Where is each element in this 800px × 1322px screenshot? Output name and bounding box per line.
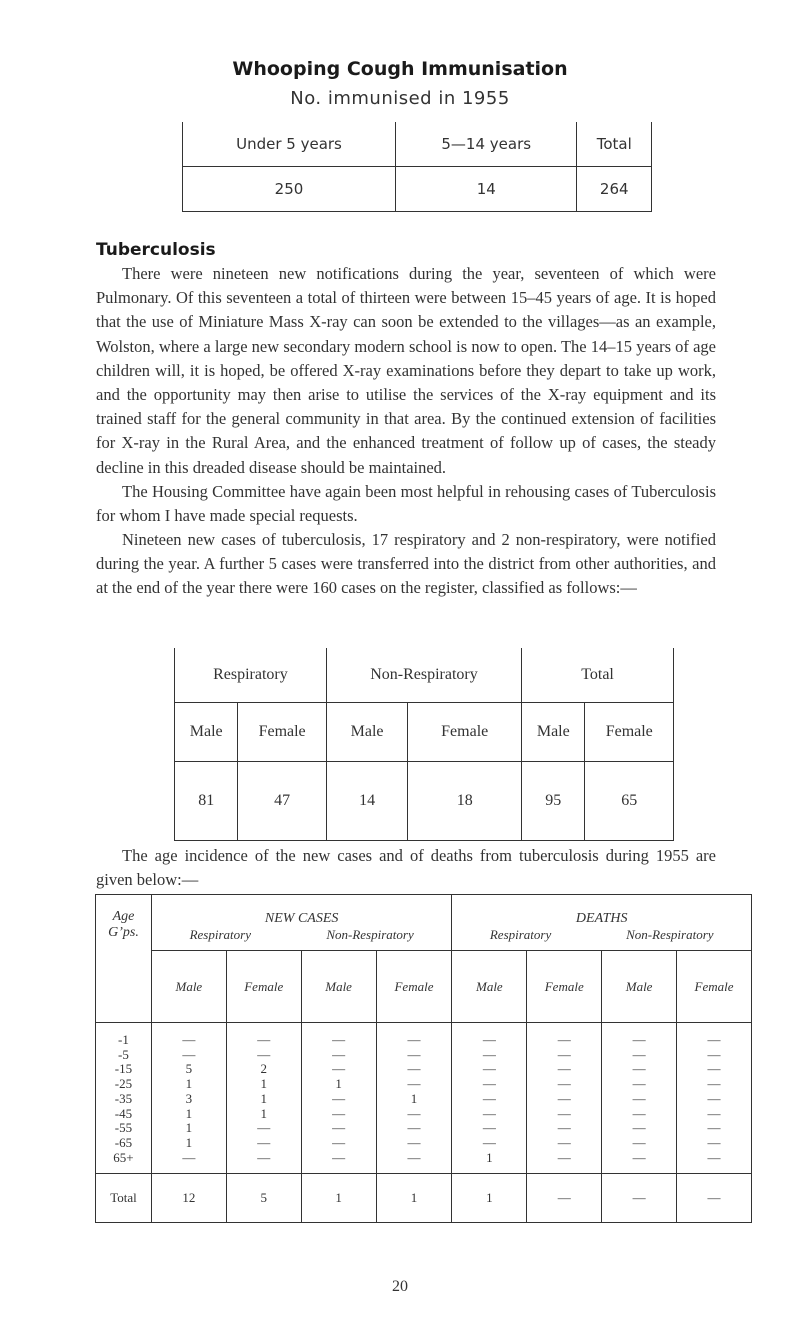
column-header: Male — [326, 703, 407, 762]
new-cases-subgroups — [152, 927, 452, 943]
deaths-subgroups — [452, 927, 751, 943]
subgroup-label: Respiratory — [489, 926, 552, 942]
deaths-label: DEATHS — [575, 910, 628, 926]
table-cell: 18 — [408, 762, 522, 841]
table-row — [183, 122, 652, 167]
total-label: Total — [96, 1174, 152, 1223]
total-cell: — — [602, 1174, 677, 1223]
data-column: — — 2 1 1 1 — — — — [226, 1023, 301, 1174]
age-header-line: Age — [112, 909, 135, 924]
data-column: — — 5 1 3 1 1 1 — — [151, 1023, 226, 1174]
data-column: — — — — — — — — 1 — [452, 1023, 527, 1174]
data-column: — — — — — — — — — — [527, 1023, 602, 1174]
table-cell: 14 — [326, 762, 407, 841]
total-cell: 1 — [301, 1174, 376, 1223]
data-column: — — — — 1 — — — — — [376, 1023, 452, 1174]
column-header: Under 5 years — [183, 122, 396, 167]
column-header: Male — [452, 951, 527, 1023]
table-row — [96, 895, 752, 951]
table-row — [96, 1174, 752, 1223]
total-cell: 5 — [226, 1174, 301, 1223]
total-cell: 12 — [151, 1174, 226, 1223]
column-header: Female — [238, 703, 326, 762]
column-header: Female — [585, 703, 674, 762]
age-header — [96, 895, 152, 1023]
data-column: — — — — — — — — — — [677, 1023, 752, 1174]
paragraph: The age incidence of the new cases and of deaths from tuberculosis during 1955 are given below:— — [96, 846, 716, 890]
subgroup-label: Non-Respiratory — [626, 926, 714, 942]
group-header: Non-Respiratory — [326, 648, 521, 703]
group-header: Respiratory — [175, 648, 327, 703]
column-header: Male — [151, 951, 226, 1023]
column-header: Female — [527, 951, 602, 1023]
subgroup-label: Non-Respiratory — [326, 926, 414, 942]
paragraph — [96, 262, 716, 480]
column-header: Male — [522, 703, 585, 762]
register-table — [174, 648, 674, 841]
total-cell: — — [677, 1174, 752, 1223]
data-column: — — — 1 — — — — — — [301, 1023, 376, 1174]
paragraph: Nineteen new cases of tuberculosis, 17 respiratory and 2 non-respiratory, were notified during the year. A further 5 cases were transferred into the district from other authorities, and at the end of the year there were 160 cases on the register, classified as follows:— — [96, 530, 716, 598]
age-header-line: G’ps. — [108, 925, 139, 940]
paragraph: The Housing Committee have again been most helpful in rehousing cases of Tuberculosis for whom I have made special requests. — [96, 482, 716, 526]
age-incidence-table — [95, 894, 752, 1223]
page-title: Whooping Cough Immunisation — [232, 58, 568, 80]
table-cell: 95 — [522, 762, 585, 841]
group-header: Total — [522, 648, 674, 703]
column-header: Female — [408, 703, 522, 762]
column-header: Female — [226, 951, 301, 1023]
immunisation-table — [182, 122, 652, 212]
column-header: Male — [175, 703, 238, 762]
age-groups-column: -1 -5 -15 -25 -35 -45 -55 -65 65+ — [96, 1023, 152, 1174]
total-cell: 1 — [452, 1174, 527, 1223]
table-row — [96, 951, 752, 1023]
table-row — [183, 167, 652, 212]
column-header: Male — [301, 951, 376, 1023]
total-cell: 1 — [376, 1174, 452, 1223]
table-cell: 14 — [395, 167, 577, 212]
table-cell: 81 — [175, 762, 238, 841]
table-row — [175, 762, 674, 841]
column-header: Female — [376, 951, 452, 1023]
column-header: Male — [602, 951, 677, 1023]
deaths-header — [452, 895, 752, 951]
section-heading: Tuberculosis — [96, 240, 216, 260]
new-cases-header — [151, 895, 452, 951]
table-row — [175, 703, 674, 762]
new-cases-label: NEW CASES — [264, 910, 339, 926]
page-subtitle: No. immunised in 1955 — [290, 88, 510, 109]
column-header: Total — [577, 122, 652, 167]
table-cell: 47 — [238, 762, 326, 841]
table-cell: 65 — [585, 762, 674, 841]
column-header: 5—14 years — [395, 122, 577, 167]
total-cell: — — [527, 1174, 602, 1223]
subgroup-label: Respiratory — [189, 926, 251, 942]
page-number: 20 — [392, 1278, 408, 1295]
column-header: Female — [677, 951, 752, 1023]
data-column: — — — — — — — — — — [602, 1023, 677, 1174]
table-row — [96, 1023, 752, 1174]
paragraph-text: There were nineteen new notifications during the year, seventeen of which were Pulmonary. Of this seventeen a total of thirteen were between 15–45 years of age. It is hoped that the use of Miniature Mass X-ray can soon be extended to the villages—as an example, Wolston, where a large new secondary modern school is now to open. The 14–15 years of age children will, it is hoped, be offered X-ray examinations before they depart to take up work, and the opportunity may then arise to utilise the services of the X-ray equipment and its trained staff for the general community in that area. By the continued extension of facilities for X-ray in the Rural Area, and the enhanced treatment of follow up of cases, the steady decline in this dreaded disease should be maintained. — [96, 264, 716, 477]
table-cell: 250 — [183, 167, 396, 212]
table-row — [175, 648, 674, 703]
table-cell: 264 — [577, 167, 652, 212]
